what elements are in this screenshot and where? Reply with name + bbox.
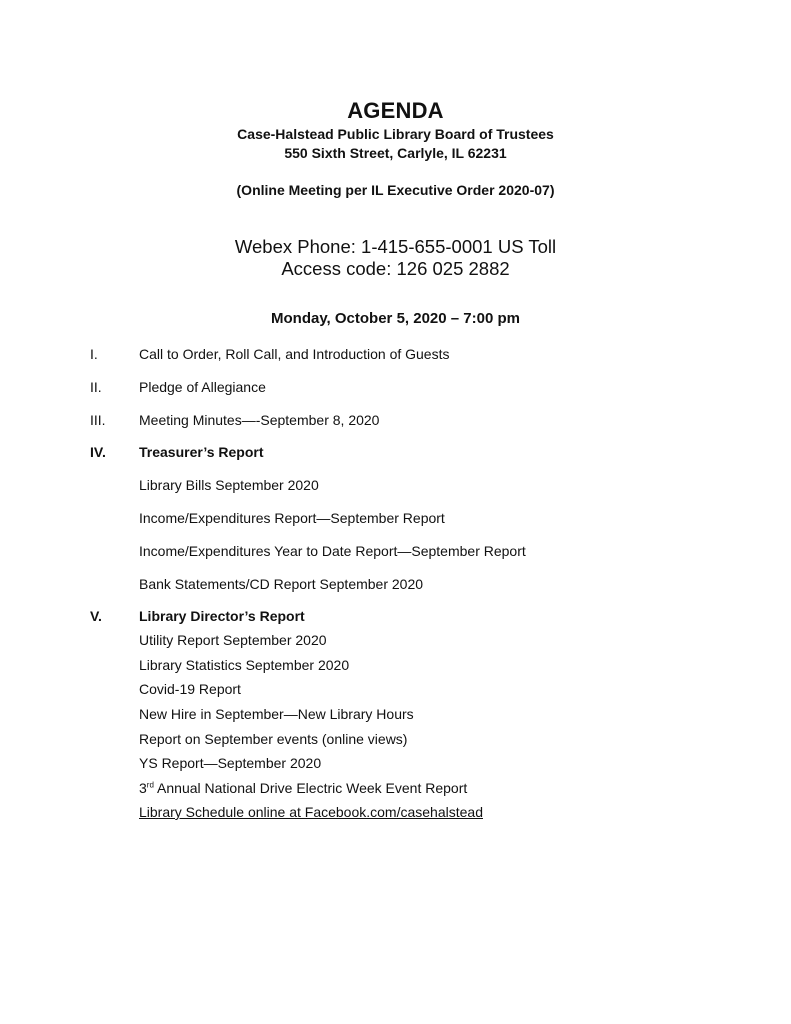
ordinal-suffix: rd	[146, 780, 154, 790]
section-label-directors-report: Library Director’s Report	[139, 608, 305, 624]
online-meeting-note: (Online Meeting per IL Executive Order 2020-07)	[236, 182, 555, 198]
list-item: Income/Expenditures Report—September Report	[139, 510, 445, 526]
section-label-call-to-order: Call to Order, Roll Call, and Introduction of Guests	[139, 346, 450, 362]
section-number-5: V.	[90, 608, 102, 624]
list-item: Covid-19 Report	[139, 681, 241, 697]
list-item: New Hire in September—New Library Hours	[139, 706, 414, 722]
list-item: Utility Report September 2020	[139, 632, 327, 648]
section-number-1: I.	[90, 346, 98, 362]
access-code: Access code: 126 025 2882	[281, 258, 510, 279]
page-title: AGENDA	[347, 98, 444, 123]
organization-name: Case-Halstead Public Library Board of Trustees	[237, 126, 554, 142]
ev-week-text: Annual National Drive Electric Week Event Report	[157, 780, 468, 796]
list-item: Report on September events (online views)	[139, 731, 408, 747]
list-item: Library Statistics September 2020	[139, 657, 350, 673]
list-item: Bank Statements/CD Report September 2020	[139, 576, 424, 592]
section-number-4: IV.	[90, 444, 106, 460]
organization-address: 550 Sixth Street, Carlyle, IL 62231	[284, 145, 507, 161]
section-label-pledge: Pledge of Allegiance	[139, 379, 266, 395]
facebook-schedule-link[interactable]: Library Schedule online at Facebook.com/casehalstead	[139, 804, 483, 820]
webex-phone: Webex Phone: 1-415-655-0001 US Toll	[234, 236, 557, 257]
ordinal-number: 3	[139, 780, 147, 796]
section-number-3: III.	[90, 412, 106, 428]
meeting-date: Monday, October 5, 2020 – 7:00 pm	[271, 310, 520, 327]
list-item: YS Report—September 2020	[139, 755, 322, 771]
list-item-ev-week	[139, 780, 467, 796]
list-item: Income/Expenditures Year to Date Report—September Report	[139, 543, 526, 559]
section-number-2: II.	[90, 379, 102, 395]
section-label-treasurers-report: Treasurer’s Report	[139, 444, 264, 460]
list-item: Library Bills September 2020	[139, 477, 319, 493]
section-label-minutes: Meeting Minutes—-September 8, 2020	[139, 412, 380, 428]
